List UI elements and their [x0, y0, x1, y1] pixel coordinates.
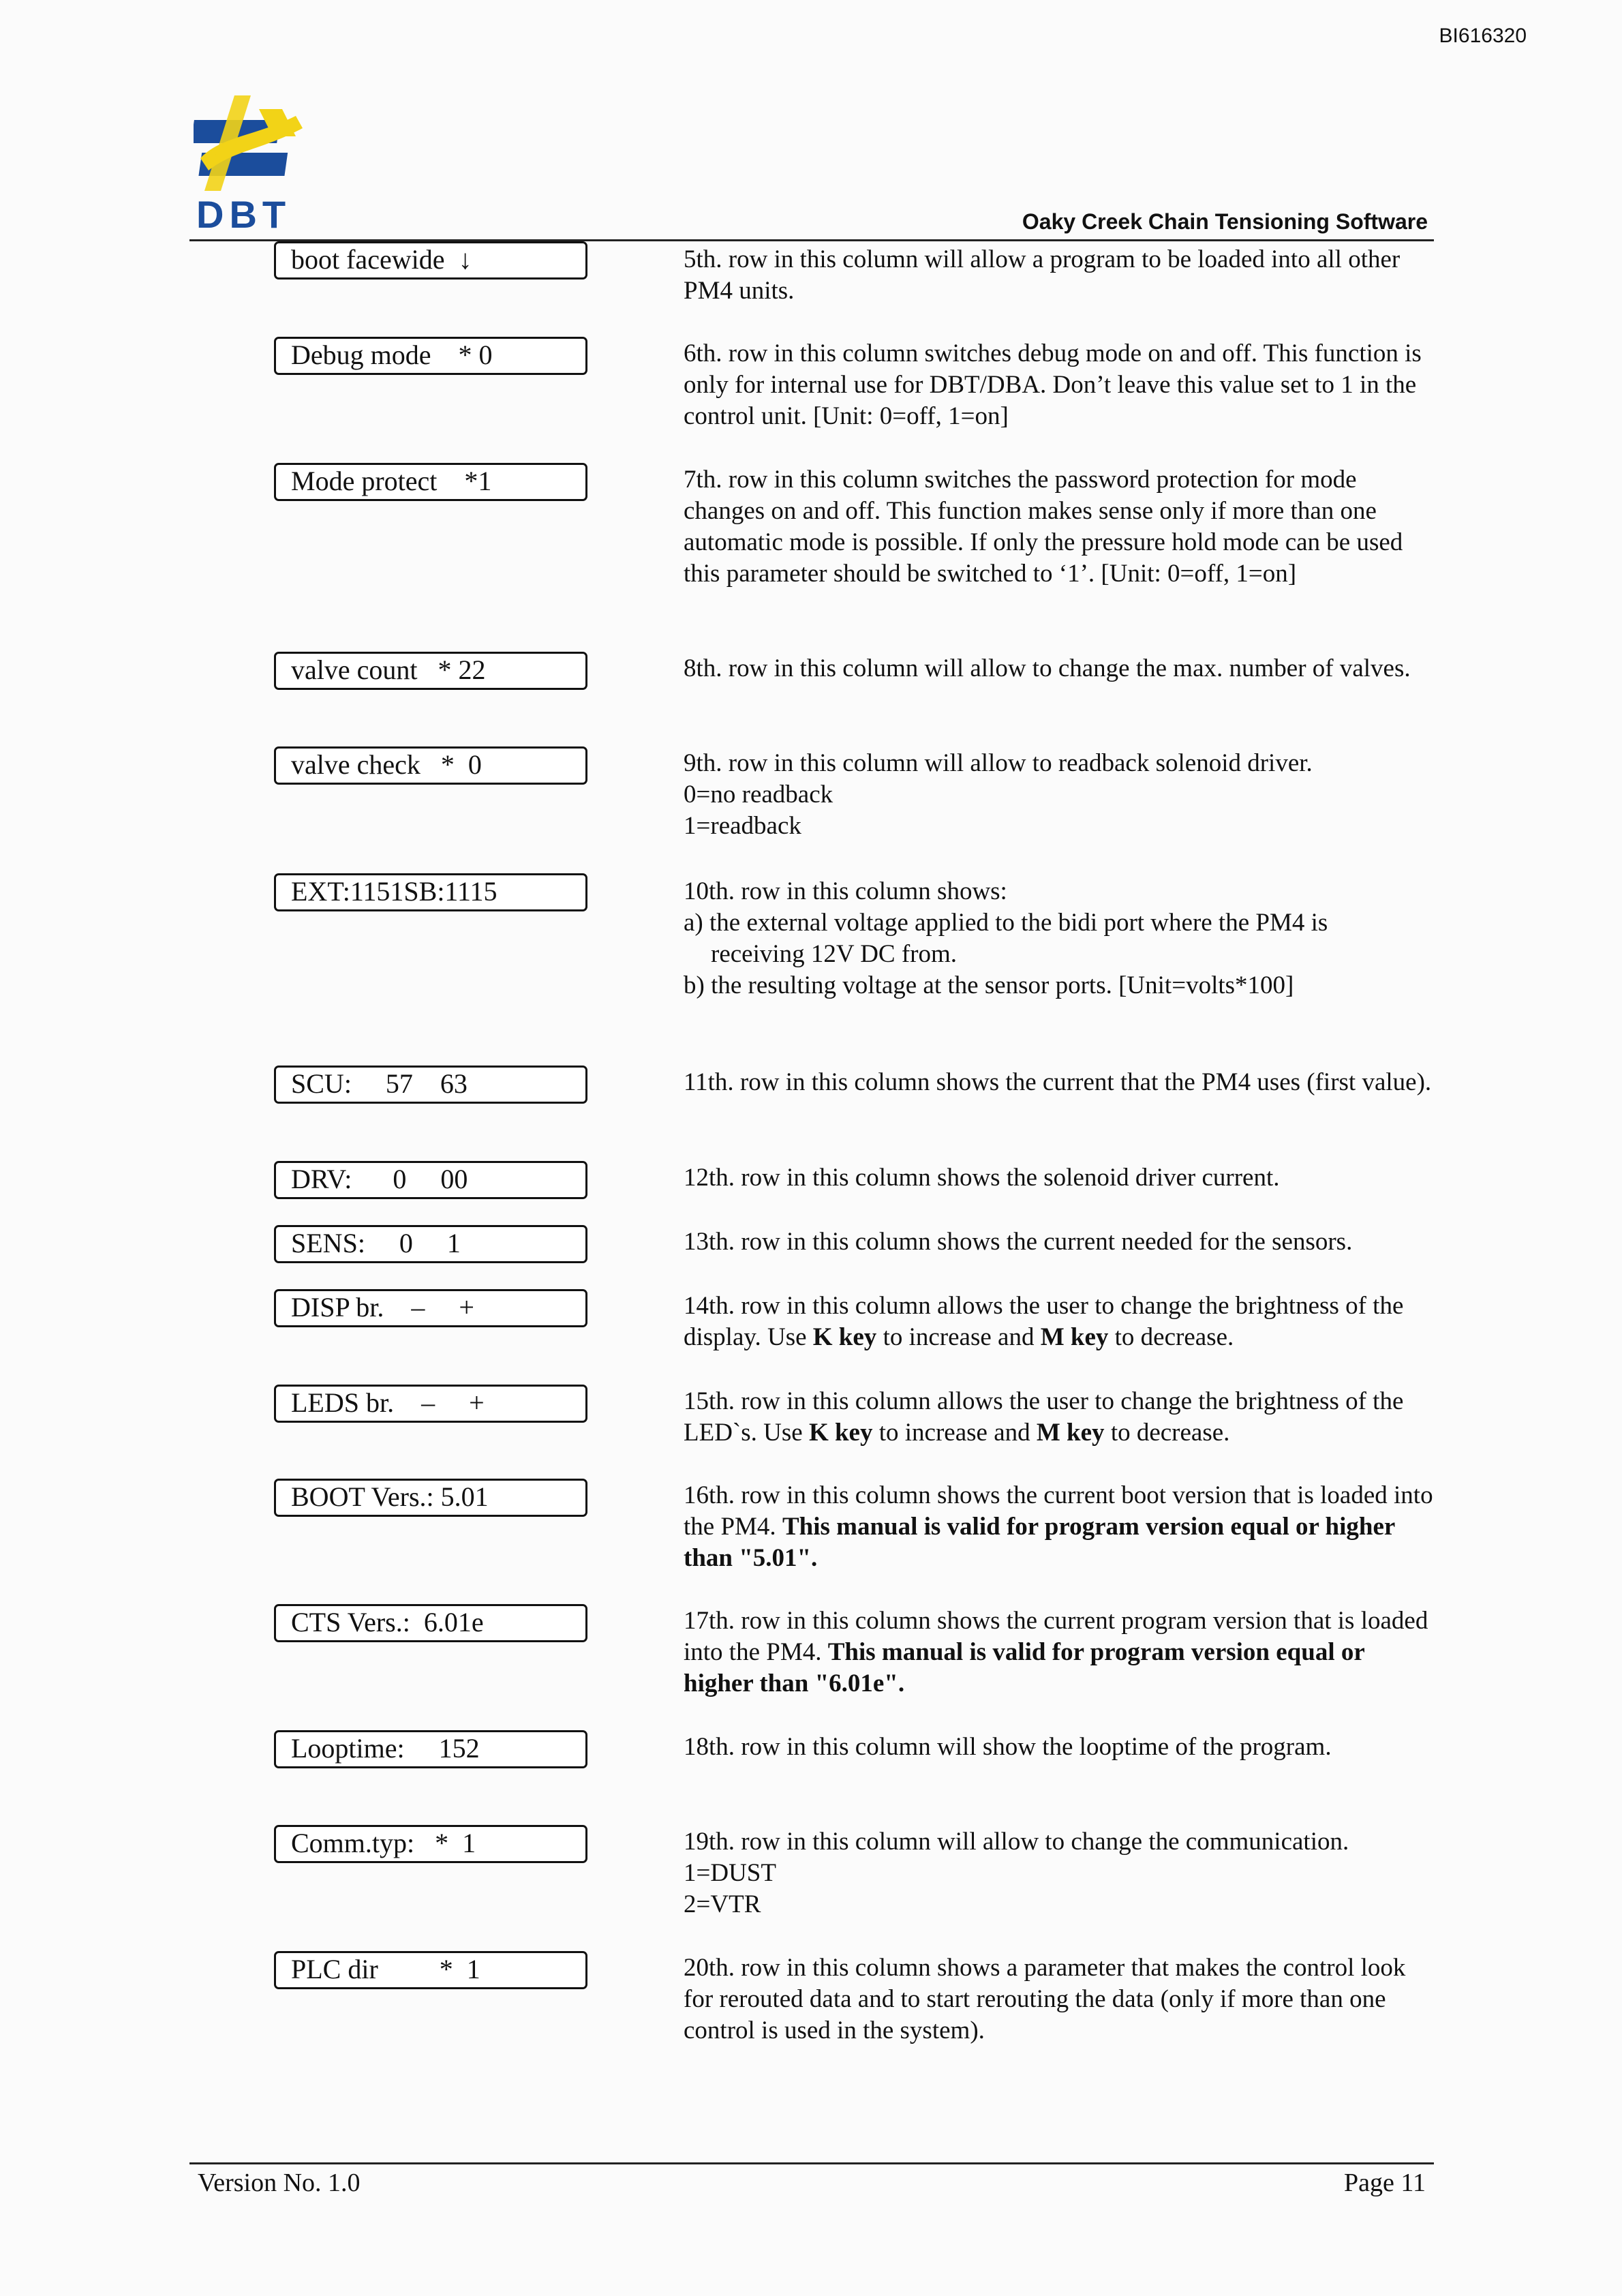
desc-text: 18th. row in this column will show the looptime of the program.: [684, 1733, 1332, 1761]
lcd-debug-mode: Debug mode * 0: [274, 337, 587, 375]
k-key-label: K key: [812, 1323, 877, 1351]
m-key-label: M key: [1040, 1323, 1109, 1351]
dbt-logo-mark: [194, 95, 309, 191]
desc-text: 9th. row in this column will allow to readback solenoid driver.: [684, 749, 1313, 777]
desc-row-7: [684, 464, 1433, 590]
lcd-comm-type: Comm.typ: * 1: [274, 1825, 587, 1863]
desc-row-19: [684, 1826, 1433, 1920]
desc-paragraph: [684, 1386, 1433, 1449]
footer-rule: [189, 2162, 1434, 2164]
desc-row-17: [684, 1605, 1433, 1700]
dbt-logo: [194, 95, 309, 239]
lcd-boot-version: BOOT Vers.: 5.01: [274, 1479, 587, 1517]
desc-text: 16th. row in this column shows the current boot version that is loaded into the PM4.: [684, 1481, 1433, 1541]
k-key-label: K key: [808, 1419, 873, 1447]
desc-text: 19th. row in this column will allow to change the communication.: [684, 1828, 1349, 1856]
desc-text: 6th. row in this column switches debug mode on and off. This function is only for internal use for DBT/DBA. Don’t leave this value set to 1 in the control unit. [Unit: 0=off, 1=on]: [684, 339, 1422, 430]
desc-text: 0=no readback: [684, 781, 833, 809]
desc-row-10: [684, 876, 1433, 1001]
desc-text: to decrease.: [1108, 1323, 1234, 1351]
lcd-drv: DRV: 0 00: [274, 1161, 587, 1199]
lcd-valve-check: valve check * 0: [274, 746, 587, 785]
lcd-valve-count: valve count * 22: [274, 652, 587, 690]
desc-row-20: [684, 1952, 1433, 2046]
desc-text: to increase and: [872, 1419, 1037, 1447]
desc-text: 1=DUST: [684, 1859, 776, 1887]
desc-text: 17th. row in this column shows the current program version that is loaded into the PM4.: [684, 1607, 1428, 1666]
lcd-looptime: Looptime: 152: [274, 1730, 587, 1768]
lcd-boot-facewide: boot facewide ↓: [274, 241, 587, 280]
desc-row-15: [684, 1386, 1433, 1449]
lcd-plc-dir: PLC dir * 1: [274, 1951, 587, 1989]
desc-paragraph: [684, 1480, 1433, 1574]
desc-row-5: [684, 244, 1433, 307]
validity-note: This manual is valid for program version equal or higher than "5.01".: [684, 1513, 1395, 1572]
lcd-mode-protect: Mode protect *1: [274, 463, 587, 501]
lcd-cts-version: CTS Vers.: 6.01e: [274, 1604, 587, 1642]
desc-text: b) the resulting voltage at the sensor ports. [Unit=volts*100]: [684, 971, 1294, 999]
desc-text: receiving 12V DC from.: [711, 940, 958, 968]
desc-text: 1=readback: [684, 812, 801, 840]
desc-row-9: [684, 748, 1433, 842]
logo-text: DBT: [196, 193, 292, 236]
desc-row-12: [684, 1162, 1433, 1194]
desc-text: to decrease.: [1104, 1419, 1230, 1447]
footer-page-number: Page 11: [1344, 2169, 1426, 2197]
footer-version: Version No. 1.0: [198, 2169, 361, 2197]
desc-text: a) the external voltage applied to the bidi port where the PM4 is: [684, 909, 1328, 937]
desc-text: 15th. row in this column allows the user to change the brightness of the LED`s. Use: [684, 1387, 1404, 1447]
desc-paragraph: [684, 1605, 1433, 1700]
validity-note: This manual is valid for program version equal or higher than "6.01e".: [684, 1638, 1365, 1697]
desc-text: 5th. row in this column will allow a program to be loaded into all other PM4 units.: [684, 245, 1401, 305]
desc-text: 13th. row in this column shows the current needed for the sensors.: [684, 1228, 1353, 1256]
desc-text: 20th. row in this column shows a parameter that makes the control look for rerouted data and to start rerouting the data (only if more than one control is used in the system).: [684, 1954, 1406, 2044]
desc-text: to increase and: [876, 1323, 1041, 1351]
m-key-label: M key: [1036, 1419, 1105, 1447]
lcd-leds-brightness: LEDS br. – +: [274, 1385, 587, 1423]
desc-text: 2=VTR: [684, 1890, 761, 1918]
desc-row-6: [684, 338, 1433, 432]
desc-row-16: [684, 1480, 1433, 1574]
desc-text: 12th. row in this column shows the solenoid driver current.: [684, 1164, 1280, 1192]
desc-row-13: [684, 1226, 1433, 1258]
desc-text: 8th. row in this column will allow to change the max. number of valves.: [684, 654, 1411, 682]
lcd-scu: SCU: 57 63: [274, 1066, 587, 1104]
desc-row-14: [684, 1290, 1433, 1353]
desc-row-11: [684, 1067, 1433, 1098]
desc-paragraph: [684, 1290, 1433, 1353]
desc-row-18: [684, 1732, 1433, 1763]
desc-text: 14th. row in this column allows the user to change the brightness of the display. Use: [684, 1292, 1404, 1351]
document-title: Oaky Creek Chain Tensioning Software: [1022, 209, 1428, 234]
lcd-disp-brightness: DISP br. – +: [274, 1289, 587, 1327]
desc-text: 11th. row in this column shows the current that the PM4 uses (first value).: [684, 1068, 1432, 1096]
lcd-sens: SENS: 0 1: [274, 1225, 587, 1263]
desc-text: 10th. row in this column shows:: [684, 877, 1007, 905]
document-id: BI616320: [1439, 25, 1527, 47]
lcd-ext-voltage: EXT:1151SB:1115: [274, 873, 587, 911]
desc-row-8: [684, 653, 1433, 684]
desc-text: 7th. row in this column switches the password protection for mode changes on and off. This function makes sense only if more than one automatic mode is possible. If only the pressure hold mode can be used this parameter should be switched to ‘1’. [Unit: 0=off, 1=on]: [684, 466, 1403, 588]
